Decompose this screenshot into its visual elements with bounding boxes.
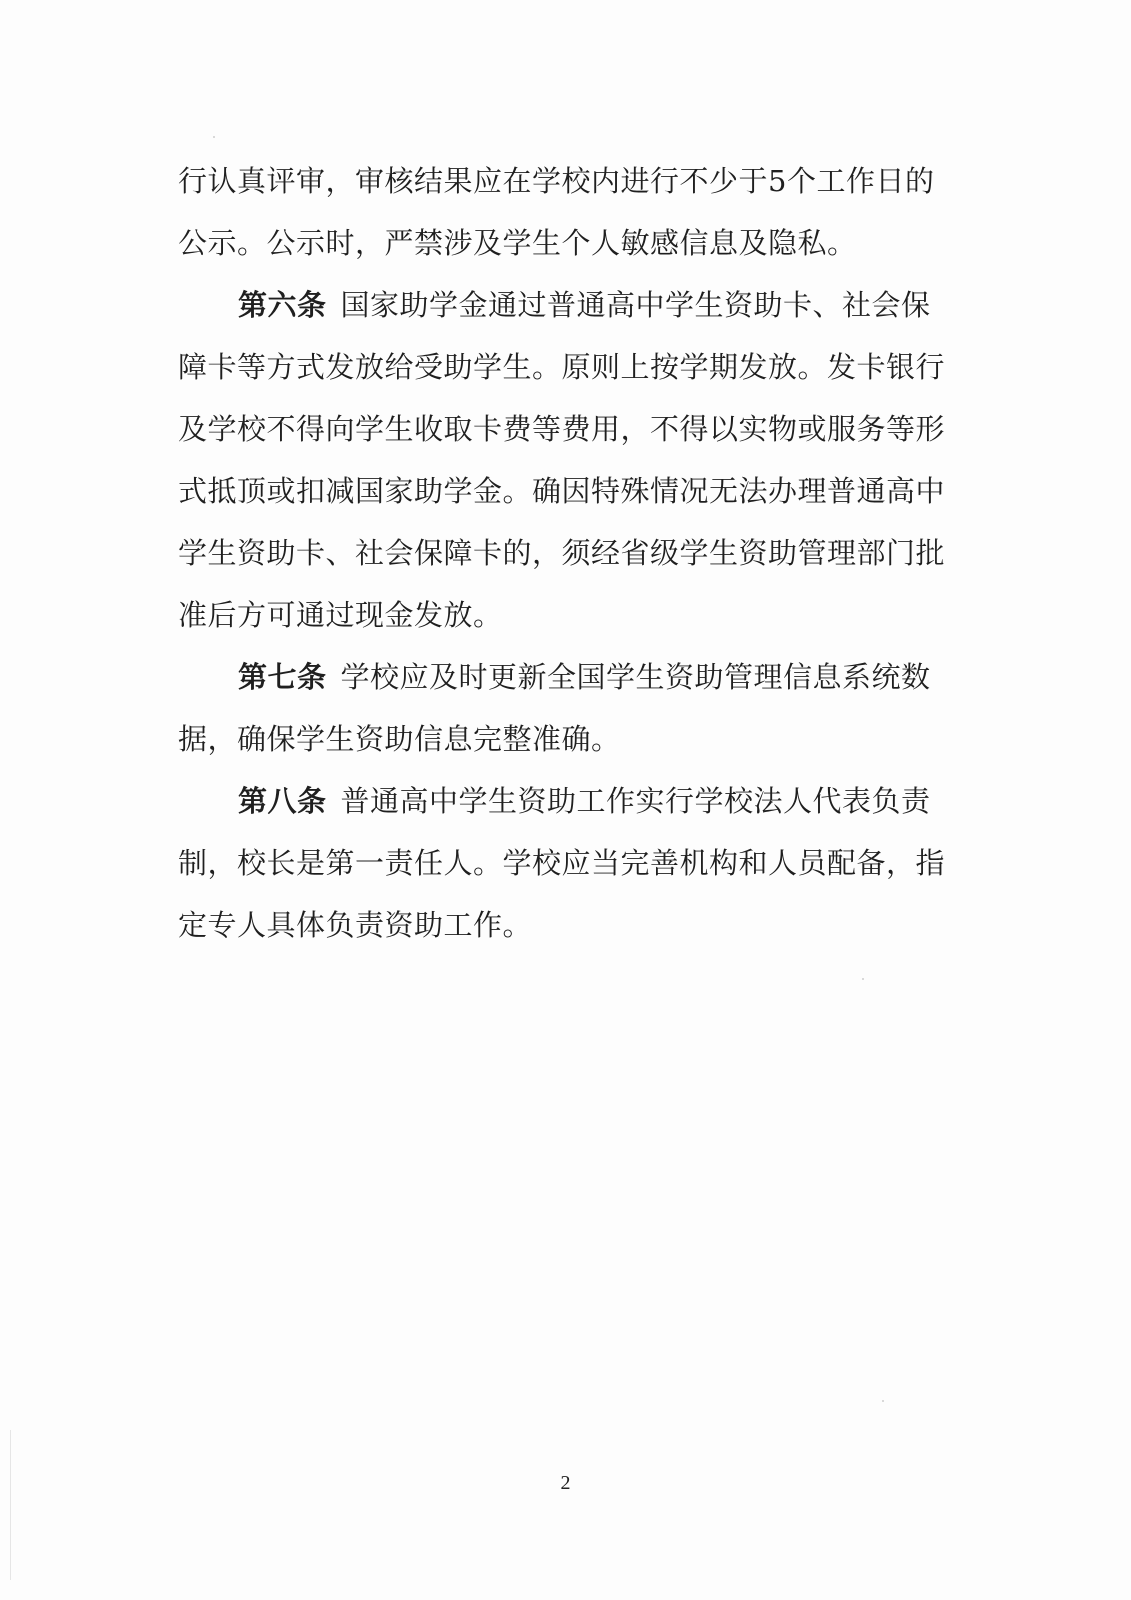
paragraph-line [178, 460, 968, 522]
line-text: 定专人具体负责资助工作。 [178, 908, 533, 942]
body-text [178, 150, 968, 956]
article-number: 第七条 [238, 660, 327, 694]
paragraph-line [178, 584, 968, 646]
scan-speck [862, 978, 864, 980]
line-text: 式抵顶或扣减国家助学金。确因特殊情况无法办理普通高中 [178, 474, 946, 508]
scan-speck [882, 1400, 884, 1402]
paragraph-line [178, 336, 968, 398]
paragraph-line [178, 522, 968, 584]
line-text: 学生资助卡、社会保障卡的，须经省级学生资助管理部门批 [178, 536, 946, 570]
paragraph-line [178, 398, 968, 460]
paragraph-line [178, 212, 968, 274]
line-text: 障卡等方式发放给受助学生。原则上按学期发放。发卡银行 [178, 350, 946, 384]
line-text: 行认真评审，审核结果应在学校内进行不少于5个工作日的 [178, 164, 935, 198]
article-six-first-line [178, 274, 968, 336]
paragraph-line [178, 894, 968, 956]
page-number: 2 [560, 1472, 571, 1494]
article-eight-first-line [178, 770, 968, 832]
paragraph-line [178, 150, 968, 212]
scan-speck [213, 136, 215, 138]
paragraph-line [178, 832, 968, 894]
line-text: 及学校不得向学生收取卡费等费用，不得以实物或服务等形 [178, 412, 946, 446]
line-text: 制，校长是第一责任人。学校应当完善机构和人员配备，指 [178, 846, 946, 880]
article-seven-first-line [178, 646, 968, 708]
article-number: 第八条 [238, 784, 327, 818]
scan-edge [10, 1430, 11, 1580]
paragraph-line [178, 708, 968, 770]
line-text: 国家助学金通过普通高中学生资助卡、社会保 [340, 288, 931, 322]
article-number: 第六条 [238, 288, 327, 322]
line-text: 学校应及时更新全国学生资助管理信息系统数 [340, 660, 931, 694]
line-text: 准后方可通过现金发放。 [178, 598, 503, 632]
line-text: 公示。公示时，严禁涉及学生个人敏感信息及隐私。 [178, 226, 857, 260]
line-text: 普通高中学生资助工作实行学校法人代表负责 [340, 784, 931, 818]
line-text: 据，确保学生资助信息完整准确。 [178, 722, 621, 756]
